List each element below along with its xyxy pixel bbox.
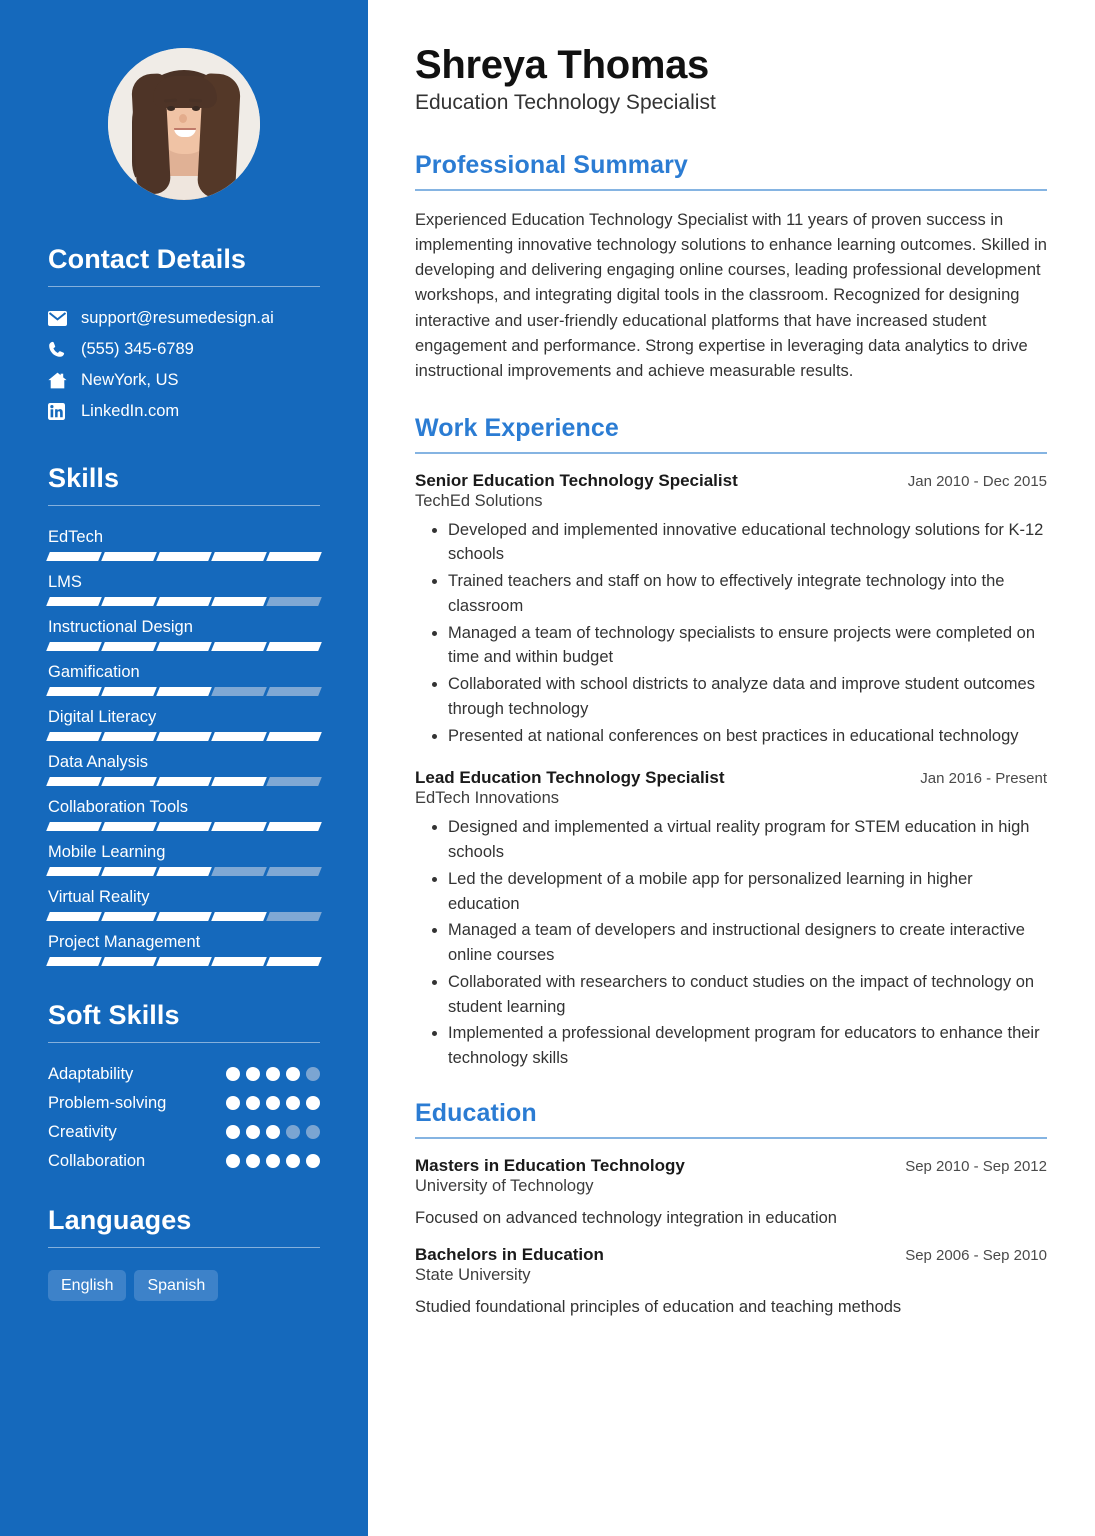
skill-label: LMS (48, 572, 82, 591)
skill-bar-segment (46, 732, 102, 741)
skill-level-bar (48, 642, 320, 651)
job-role-subtitle: Education Technology Specialist (415, 91, 716, 115)
skill-bar-segment (266, 957, 322, 966)
skill-bar-segment (266, 912, 322, 921)
skill-bar-segment (46, 777, 102, 786)
soft-skill-dot (226, 1154, 240, 1168)
skill-item (48, 888, 320, 921)
language-pill[interactable]: Spanish (134, 1270, 218, 1302)
work-entry-title: Senior Education Technology Specialist (415, 470, 738, 490)
work-entry-organization: EdTech Innovations (415, 789, 560, 808)
skill-item (48, 663, 320, 696)
soft-skills-divider (48, 1042, 320, 1043)
skill-label: Mobile Learning (48, 842, 166, 861)
education-entry-header (415, 1245, 1047, 1265)
skill-bar-segment (211, 642, 267, 651)
skill-level-bar (48, 912, 320, 921)
work-bullet: Developed and implemented innovative educational technology solutions for K-12 schools (415, 518, 1047, 568)
main-content (368, 0, 1095, 1536)
soft-skill-rating (226, 1154, 320, 1168)
skill-bar-segment (46, 642, 102, 651)
work-experience-heading: Work Experience (415, 413, 619, 442)
soft-skill-dot (266, 1154, 280, 1168)
work-entry (415, 768, 1047, 1071)
contact-phone-text: (555) 345-6789 (81, 340, 194, 358)
skills-list (48, 528, 320, 966)
work-entry-organization: TechEd Solutions (415, 491, 543, 510)
skill-level-bar (48, 552, 320, 561)
skill-item (48, 843, 320, 876)
contact-list (48, 309, 320, 421)
skill-label: Project Management (48, 932, 201, 951)
linkedin-icon (48, 403, 74, 420)
languages-divider (48, 1247, 320, 1248)
soft-skill-label: Collaboration (48, 1151, 146, 1170)
work-entry-bullets (415, 518, 1047, 749)
soft-skill-rating (226, 1096, 320, 1110)
skill-level-bar (48, 822, 320, 831)
soft-skill-label: Adaptability (48, 1064, 134, 1083)
skill-bar-segment (211, 732, 267, 741)
skill-bar-segment (101, 822, 157, 831)
skill-bar-segment (156, 957, 212, 966)
contact-section (48, 244, 320, 421)
contact-item-linkedin[interactable] (48, 402, 320, 421)
page-title: Shreya Thomas (415, 43, 709, 87)
professional-summary-section (415, 151, 1047, 384)
work-experience-section (415, 414, 1047, 1071)
skill-bar-segment (101, 642, 157, 651)
education-entry-description: Focused on advanced technology integration in education (415, 1208, 837, 1227)
skill-label: Gamification (48, 662, 140, 681)
soft-skill-dot (226, 1096, 240, 1110)
soft-skill-dot (286, 1154, 300, 1168)
soft-skill-dot (286, 1067, 300, 1081)
languages-list (48, 1270, 320, 1302)
skill-label: Digital Literacy (48, 707, 157, 726)
skill-bar-segment (156, 552, 212, 561)
skill-level-bar (48, 867, 320, 876)
skill-item (48, 798, 320, 831)
skill-bar-segment (46, 867, 102, 876)
skill-bar-segment (46, 597, 102, 606)
work-entries-list (415, 471, 1047, 1071)
work-bullet: Implemented a professional development program for educators to enhance their technology skills (415, 1021, 1047, 1071)
work-entry-bullets (415, 815, 1047, 1071)
contact-item-location[interactable] (48, 371, 320, 390)
skill-bar-segment (211, 867, 267, 876)
skill-bar-segment (156, 777, 212, 786)
work-entry-header (415, 471, 1047, 491)
education-entry (415, 1156, 1047, 1231)
education-entries-list (415, 1156, 1047, 1320)
education-heading: Education (415, 1098, 537, 1127)
skill-bar-segment (101, 597, 157, 606)
skill-item (48, 753, 320, 786)
professional-summary-text: Experienced Education Technology Specialist with 11 years of proven success in implementing innovative technology solutions to enhance learning outcomes. Skilled in developing and delivering engaging online courses, leading professional development workshops, and integrating digital tools in the classroom. Recognized for designing interactive and user-friendly educational platforms that have increased student engagement and performance. Strong expertise in leveraging data analytics to drive instructional improvements and achieve measurable results. (415, 211, 1047, 380)
skill-bar-segment (211, 822, 267, 831)
education-section (415, 1099, 1047, 1320)
contact-item-phone[interactable] (48, 340, 320, 359)
skill-bar-segment (266, 732, 322, 741)
soft-skills-heading: Soft Skills (48, 999, 180, 1030)
skill-bar-segment (211, 957, 267, 966)
soft-skill-label: Creativity (48, 1122, 117, 1141)
envelope-icon (48, 311, 74, 326)
education-entry-date: Sep 2010 - Sep 2012 (905, 1157, 1047, 1175)
skill-label: Data Analysis (48, 752, 148, 771)
soft-skill-dot (246, 1067, 260, 1081)
skill-bar-segment (266, 597, 322, 606)
phone-icon (48, 341, 74, 358)
skills-section (48, 463, 320, 966)
sidebar (0, 0, 368, 1536)
skill-label: Instructional Design (48, 617, 193, 636)
work-bullet: Led the development of a mobile app for personalized learning in higher education (415, 867, 1047, 917)
contact-heading: Contact Details (48, 244, 247, 274)
education-divider (415, 1137, 1047, 1139)
soft-skill-dot (226, 1125, 240, 1139)
skill-label: Virtual Reality (48, 887, 150, 906)
skills-heading: Skills (48, 463, 120, 493)
work-bullet: Presented at national conferences on best practices in educational technology (415, 724, 1047, 749)
skill-item (48, 933, 320, 966)
skill-bar-segment (101, 867, 157, 876)
skill-bar-segment (211, 912, 267, 921)
soft-skill-dot (246, 1096, 260, 1110)
skill-bar-segment (46, 552, 102, 561)
soft-skill-dot (246, 1125, 260, 1139)
education-entry (415, 1245, 1047, 1320)
soft-skill-dot (286, 1125, 300, 1139)
soft-skill-rating (226, 1067, 320, 1081)
skill-bar-segment (156, 732, 212, 741)
skill-bar-segment (46, 912, 102, 921)
work-entry-date: Jan 2010 - Dec 2015 (907, 472, 1047, 490)
soft-skill-dot (266, 1096, 280, 1110)
work-entry-title: Lead Education Technology Specialist (415, 768, 725, 788)
skill-bar-segment (46, 687, 102, 696)
skill-item (48, 573, 320, 606)
work-entry (415, 471, 1047, 749)
skill-bar-segment (211, 597, 267, 606)
soft-skill-item (48, 1065, 320, 1084)
home-icon (48, 372, 74, 389)
soft-skill-item (48, 1152, 320, 1171)
education-entry-institution: State University (415, 1265, 531, 1284)
languages-section (48, 1205, 320, 1302)
summary-divider (415, 189, 1047, 191)
skill-label: Collaboration Tools (48, 797, 189, 816)
avatar (108, 48, 260, 200)
language-pill[interactable]: English (48, 1270, 126, 1302)
contact-location-text: NewYork, US (81, 371, 179, 389)
skill-level-bar (48, 732, 320, 741)
skill-item (48, 528, 320, 561)
skill-level-bar (48, 687, 320, 696)
skill-bar-segment (266, 867, 322, 876)
education-entry-institution: University of Technology (415, 1176, 594, 1195)
education-entry-date: Sep 2006 - Sep 2010 (905, 1246, 1047, 1264)
soft-skill-item (48, 1094, 320, 1113)
work-entry-date: Jan 2016 - Present (920, 770, 1047, 788)
work-entry-header (415, 768, 1047, 788)
soft-skill-label: Problem-solving (48, 1093, 167, 1112)
skill-bar-segment (211, 687, 267, 696)
skill-bar-segment (156, 822, 212, 831)
skill-bar-segment (266, 777, 322, 786)
contact-linkedin-text: LinkedIn.com (81, 402, 180, 420)
skill-item (48, 708, 320, 741)
skill-level-bar (48, 597, 320, 606)
skill-bar-segment (156, 867, 212, 876)
skill-bar-segment (156, 912, 212, 921)
skill-bar-segment (156, 642, 212, 651)
education-entry-header (415, 1156, 1047, 1176)
soft-skill-dot (266, 1067, 280, 1081)
work-divider (415, 452, 1047, 454)
soft-skill-dot (306, 1067, 320, 1081)
skill-bar-segment (101, 777, 157, 786)
skill-bar-segment (101, 552, 157, 561)
work-bullet: Designed and implemented a virtual reality program for STEM education in high schools (415, 815, 1047, 865)
contact-divider (48, 286, 320, 287)
soft-skill-dot (306, 1125, 320, 1139)
skill-bar-segment (266, 552, 322, 561)
avatar-wrap (0, 48, 368, 200)
skill-bar-segment (46, 957, 102, 966)
skill-bar-segment (211, 777, 267, 786)
skill-bar-segment (266, 687, 322, 696)
soft-skills-list (48, 1065, 320, 1171)
skill-bar-segment (46, 822, 102, 831)
skill-level-bar (48, 957, 320, 966)
work-bullet: Trained teachers and staff on how to effectively integrate technology into the classroom (415, 569, 1047, 619)
skills-divider (48, 505, 320, 506)
soft-skills-section (48, 1000, 320, 1171)
soft-skill-rating (226, 1125, 320, 1139)
education-entry-title: Bachelors in Education (415, 1244, 604, 1264)
contact-email-text: support@resumedesign.ai (81, 309, 274, 327)
professional-summary-heading: Professional Summary (415, 151, 688, 180)
soft-skill-dot (306, 1154, 320, 1168)
skill-bar-segment (156, 597, 212, 606)
soft-skill-dot (286, 1096, 300, 1110)
work-bullet: Managed a team of developers and instructional designers to create interactive online courses (415, 918, 1047, 968)
work-bullet: Collaborated with researchers to conduct studies on the impact of technology on student learning (415, 970, 1047, 1020)
education-entry-title: Masters in Education Technology (415, 1155, 685, 1175)
skill-item (48, 618, 320, 651)
soft-skill-dot (246, 1154, 260, 1168)
skill-bar-segment (211, 552, 267, 561)
education-entry-description: Studied foundational principles of education and teaching methods (415, 1297, 902, 1316)
soft-skill-dot (226, 1067, 240, 1081)
work-bullet: Collaborated with school districts to analyze data and improve student outcomes through technology (415, 672, 1047, 722)
soft-skill-dot (306, 1096, 320, 1110)
skill-level-bar (48, 777, 320, 786)
languages-heading: Languages (48, 1204, 192, 1235)
skill-label: EdTech (48, 528, 104, 546)
skill-bar-segment (101, 957, 157, 966)
skill-bar-segment (266, 642, 322, 651)
soft-skill-item (48, 1123, 320, 1142)
skill-bar-segment (266, 822, 322, 831)
contact-item-email[interactable] (48, 309, 320, 328)
skill-bar-segment (101, 732, 157, 741)
skill-bar-segment (156, 687, 212, 696)
work-bullet: Managed a team of technology specialists to ensure projects were completed on time and within budget (415, 621, 1047, 671)
skill-bar-segment (101, 912, 157, 921)
soft-skill-dot (266, 1125, 280, 1139)
skill-bar-segment (101, 687, 157, 696)
